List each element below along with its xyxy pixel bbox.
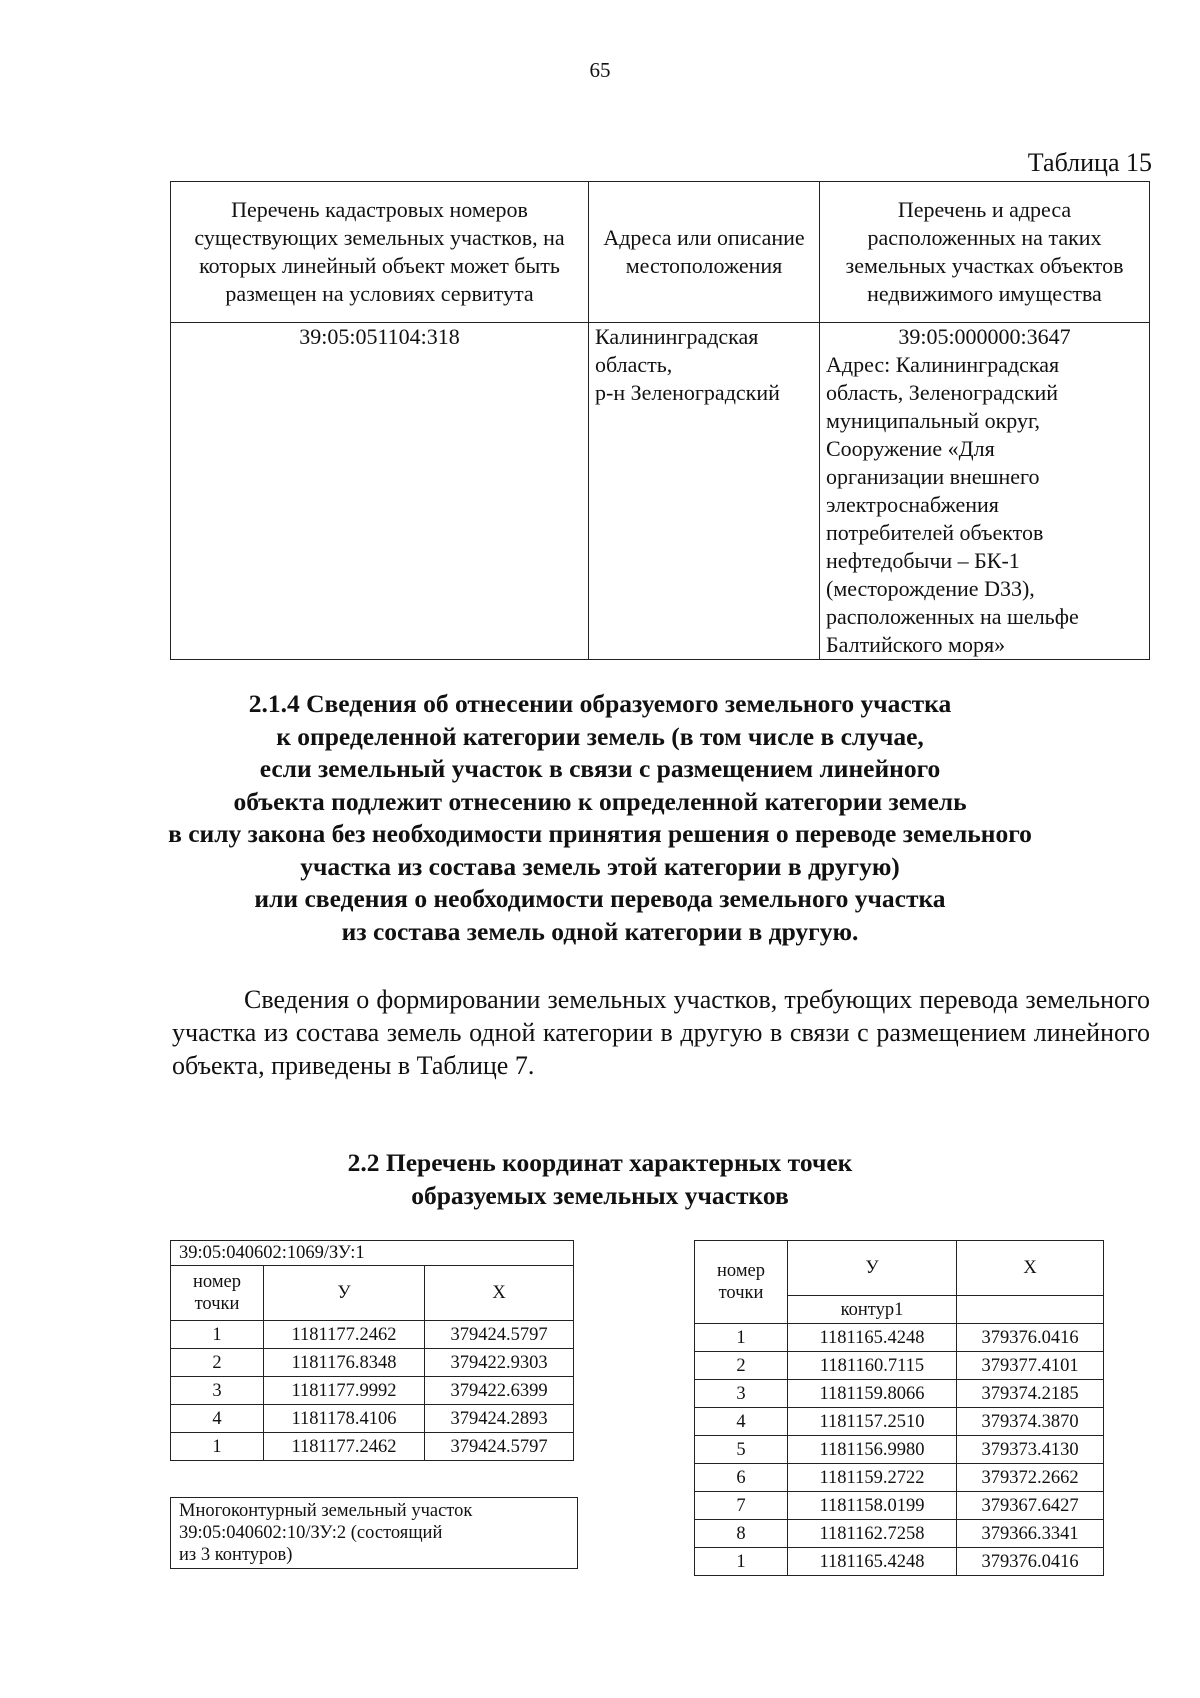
x-value: 379422.9303 [425, 1349, 574, 1377]
heading-line: образуемых земельных участков [411, 1180, 789, 1210]
x-value: 379372.2662 [957, 1464, 1104, 1492]
point-number: 1 [171, 1321, 264, 1349]
y-value: 1181160.7115 [788, 1352, 957, 1380]
point-number: 4 [695, 1408, 788, 1436]
contour-empty [957, 1296, 1104, 1324]
y-value: 1181158.0199 [788, 1492, 957, 1520]
table-row [695, 1436, 1104, 1464]
address-line: область, [595, 352, 673, 377]
x-value: 379422.6399 [425, 1377, 574, 1405]
header-y: У [264, 1266, 425, 1321]
note-line: Многоконтурный земельный участок [179, 1501, 473, 1521]
y-value: 1181178.4106 [264, 1405, 425, 1433]
header-y: У [788, 1241, 957, 1296]
heading-line: 2.1.4 Сведения об отнесении образуемого земельного участка [248, 689, 952, 718]
point-number: 1 [171, 1433, 264, 1461]
point-number: 8 [695, 1520, 788, 1548]
x-value: 379373.4130 [957, 1436, 1104, 1464]
table-row [695, 1492, 1104, 1520]
address-line: Калининградская [595, 324, 759, 349]
object-line: расположенных на шельфе [826, 604, 1079, 629]
point-number: 7 [695, 1492, 788, 1520]
table-row [171, 323, 1150, 660]
y-value: 1181165.4248 [788, 1548, 957, 1576]
x-value: 379377.4101 [957, 1352, 1104, 1380]
heading-line: объекта подлежит отнесению к определенной категории земель [233, 786, 967, 816]
y-value: 1181177.2462 [264, 1433, 425, 1461]
note-line: из 3 контуров) [179, 1545, 293, 1565]
note-line: 39:05:040602:10/ЗУ:2 (состоящий [179, 1523, 443, 1543]
y-value: 1181157.2510 [788, 1408, 957, 1436]
y-value: 1181156.9980 [788, 1436, 957, 1464]
table-row [695, 1548, 1104, 1576]
object-line: Балтийского моря» [826, 632, 1006, 657]
table-row [171, 1433, 574, 1461]
point-number: 1 [695, 1548, 788, 1576]
y-value: 1181177.2462 [264, 1321, 425, 1349]
contour-label: контур1 [788, 1296, 957, 1324]
object-line: организации внешнего [826, 464, 1040, 489]
y-value: 1181176.8348 [264, 1349, 425, 1377]
table-row [695, 1408, 1104, 1436]
paragraph-text: Сведения о формировании земельных участков, требующих перевода земельного участка из состава земель одной категории в другую в связи с размещением линейного объекта, приведены в Таблице 7. [172, 985, 1150, 1080]
table-15 [170, 181, 1150, 660]
header-address: Адреса или описание местоположения [589, 182, 820, 323]
point-number: 6 [695, 1464, 788, 1492]
x-value: 379424.2893 [425, 1405, 574, 1433]
header-point-number: номер точки [171, 1266, 264, 1321]
coords-table-right [694, 1240, 1104, 1576]
y-value: 1181177.9992 [264, 1377, 425, 1405]
table-caption: Таблица 15 [1027, 148, 1152, 177]
table-row [171, 1405, 574, 1433]
table-row [695, 1352, 1104, 1380]
table-header-row [171, 182, 1150, 323]
header-objects: Перечень и адреса расположенных на таких земельных участках объектов недвижимого имущества [820, 182, 1150, 323]
point-number: 2 [171, 1349, 264, 1377]
y-value: 1181165.4248 [788, 1324, 957, 1352]
header-x: Х [957, 1241, 1104, 1296]
object-number: 39:05:000000:3647 [898, 324, 1071, 349]
table-row [171, 1321, 574, 1349]
object-line: область, Зеленоградский [826, 380, 1059, 405]
x-value: 379367.6427 [957, 1492, 1104, 1520]
x-value: 379374.2185 [957, 1380, 1104, 1408]
multicontour-note [170, 1497, 578, 1569]
table-row [695, 1520, 1104, 1548]
object-line: Сооружение «Для [826, 436, 995, 461]
y-value: 1181159.8066 [788, 1380, 957, 1408]
table-row [695, 1464, 1104, 1492]
point-number: 1 [695, 1324, 788, 1352]
coords-table-left [170, 1240, 574, 1461]
x-value: 379424.5797 [425, 1321, 574, 1349]
y-value: 1181159.2722 [788, 1464, 957, 1492]
point-number: 2 [695, 1352, 788, 1380]
point-number: 5 [695, 1436, 788, 1464]
x-value: 379374.3870 [957, 1408, 1104, 1436]
table-row [171, 1377, 574, 1405]
heading-line: участка из состава земель этой категории в другую) [300, 851, 900, 881]
heading-line: если земельный участок в связи с размещением линейного [259, 754, 941, 783]
heading-line: 2.2 Перечень координат характерных точек [347, 1148, 853, 1177]
parcel-title: 39:05:040602:1069/ЗУ:1 [171, 1241, 574, 1266]
point-number: 3 [695, 1380, 788, 1408]
page-number: 65 [589, 58, 611, 82]
table-row [695, 1324, 1104, 1352]
header-x: Х [425, 1266, 574, 1321]
body-paragraph [172, 983, 1150, 1082]
object-line: электроснабжения [826, 492, 999, 517]
point-number: 3 [171, 1377, 264, 1405]
object-line: (месторождение D33), [826, 576, 1035, 601]
section-heading-2-2 [150, 1147, 1050, 1212]
x-value: 379376.0416 [957, 1548, 1104, 1576]
header-point-number: номер точки [695, 1241, 788, 1324]
section-heading-2-1-4 [150, 688, 1050, 948]
address-line: р-н Зеленоградский [595, 380, 780, 405]
header-cadastral: Перечень кадастровых номеров существующих земельных участков, на которых линейный объект может быть размещен на условиях сервитута [171, 182, 589, 323]
table-row [695, 1380, 1104, 1408]
heading-line: к определенной категории земель (в том числе в случае, [276, 721, 924, 751]
object-line: нефтедобычи – БК-1 [826, 548, 1020, 573]
table-row [171, 1349, 574, 1377]
object-line: Адрес: Калининградская [826, 352, 1060, 377]
object-line: муниципальный округ, [826, 408, 1041, 433]
heading-line: из состава земель одной категории в другую. [341, 916, 859, 946]
x-value: 379424.5797 [425, 1433, 574, 1461]
cadastral-number: 39:05:051104:318 [171, 323, 589, 660]
objects-cell [820, 323, 1150, 660]
heading-line: в силу закона без необходимости принятия решения о переводе земельного [168, 819, 1032, 848]
address-cell [589, 323, 820, 660]
point-number: 4 [171, 1405, 264, 1433]
x-value: 379376.0416 [957, 1324, 1104, 1352]
object-line: потребителей объектов [826, 520, 1044, 545]
y-value: 1181162.7258 [788, 1520, 957, 1548]
heading-line: или сведения о необходимости перевода земельного участка [254, 884, 946, 913]
x-value: 379366.3341 [957, 1520, 1104, 1548]
